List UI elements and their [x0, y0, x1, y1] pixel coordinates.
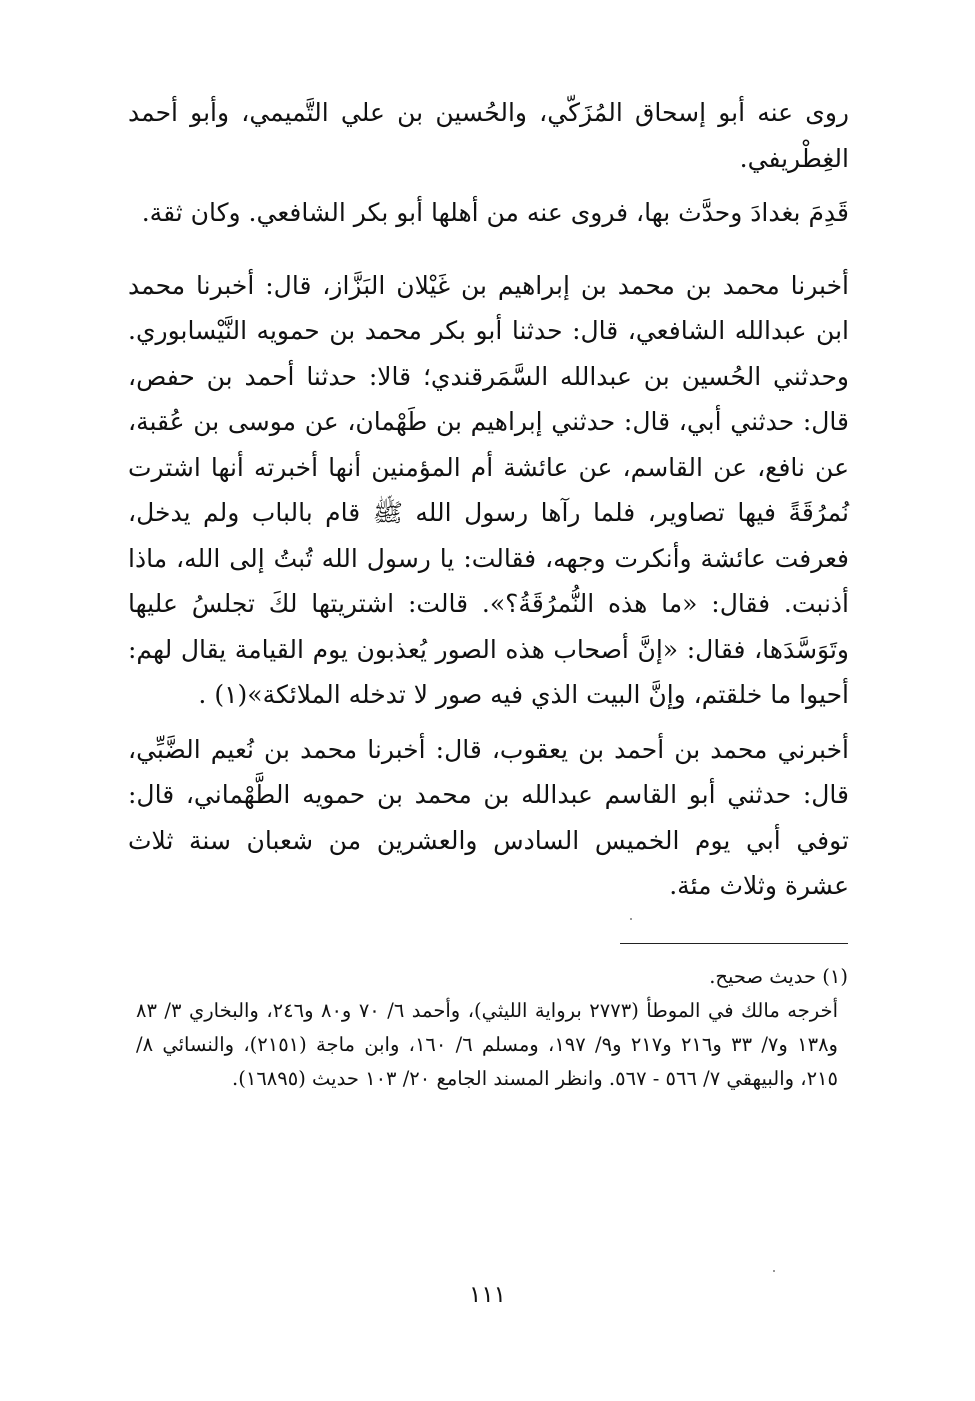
- paragraph-hadith: أخبرنا محمد بن محمد بن إبراهيم بن غَيْلان البَزَّاز، قال: أخبرنا محمد ابن عبدالله الشافعي، قال: حدثنا أبو بكر محمد بن حمويه النَّيْسابوري. وحدثني الحُسين بن عبدالله السَّمَرقندي؛ قالا: حدثنا أحمد بن حفص، قال: حدثني أبي، قال: حدثني إبراهيم بن طَهْمان، عن موسى بن عُقبة، عن نافع، عن القاسم، عن عائشة أم المؤمنين أنها أخبرته أنها اشترت نُمرُقَةً فيها تصاوير، فلما رآها رسول الله ﷺ قام بالباب ولم يدخل، فعرفت عائشة وأنكرت وجهه، فقالت: يا رسول الله تُبتُ إلى الله، ماذا أذنبت. فقال: «ما هذه النُّمرُقَةُ؟». قالت: اشتريتها لكَ تجلسُ عليها وتَوَسَّدَها، فقال: «إنَّ أصحاب هذه الصور يُعذبون يوم القيامة يقال لهم: أحيوا ما خلقتم، وإنَّ البيت الذي فيه صور لا تدخله الملائكة»(١) .: [128, 270, 849, 709]
- paragraph-death: أخبرني محمد بن أحمد بن يعقوب، قال: أخبرنا محمد بن نُعيم الضَّبِّي، قال: حدثني أبو القاسم عبدالله بن محمد بن حمويه الطَّهْماني، قال: توفي أبي يوم الخميس السادس والعشرين من شعبان سنة ثلاث عشرة وثلاث مئة.: [128, 734, 849, 900]
- footnotes: [136, 960, 848, 1096]
- footnote-divider: [620, 943, 848, 944]
- paragraph-baghdad: قَدِمَ بغدادَ وحدَّث بها، فروى عنه من أهلها أبو بكر الشافعي. وكان ثقة.: [141, 198, 849, 227]
- page-number: ١١١: [468, 1282, 507, 1308]
- paragraph-narrators: روى عنه أبو إسحاق المُزَكّي، والحُسين بن علي التَّميمي، وأبو أحمد الغِطْريفي.: [128, 98, 849, 173]
- main-text: [128, 90, 849, 909]
- footnote-heading: حديث صحيح.: [709, 965, 817, 988]
- footnote-heading-line: [136, 960, 848, 994]
- scan-speck: [630, 918, 632, 920]
- scan-speck: [773, 1270, 775, 1272]
- footnote-text: أخرجه مالك في الموطأ (٢٧٧٣ برواية الليثي)، وأحمد ٦/ ٧٠ و٨٠ و٢٤٦، والبخاري ٣/ ٨٣ و١٣٨ و٧/ ٣٣ و٢١٦ و٢١٧ و٩/ ١٩٧، ومسلم ٦/ ١٦٠، وابن ماجة (٢١٥١)، والنسائي ٨/ ٢١٥، والبيهقي ٧/ ٥٦٦ - ٥٦٧. وانظر المسند الجامع ٢٠/ ١٠٣ حديث (١٦٨٩٥).: [136, 999, 838, 1090]
- footnote-marker: (١): [822, 965, 848, 988]
